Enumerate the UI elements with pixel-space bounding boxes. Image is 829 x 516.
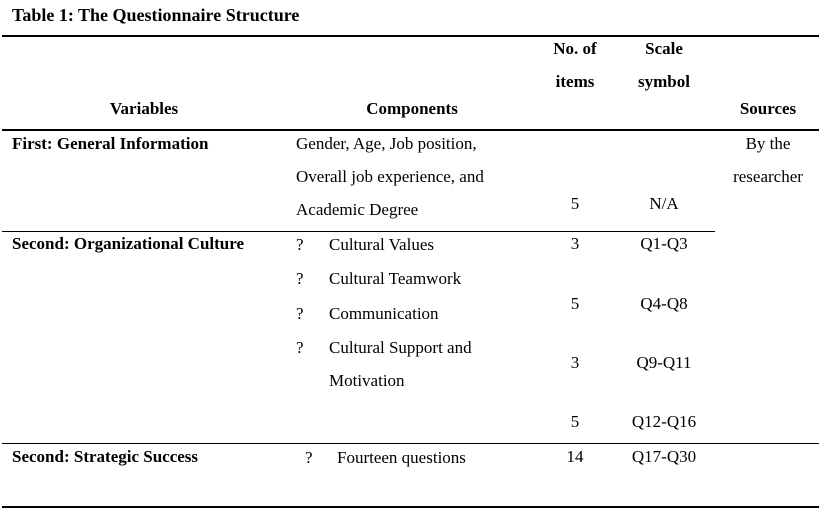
bottom-rule [2, 506, 819, 508]
row2-component-2: Cultural Teamwork [329, 269, 462, 288]
row2-divider-rule [2, 443, 819, 444]
row2-scale-2: Q4-Q8 [640, 294, 688, 313]
row1-divider-rule [2, 231, 715, 232]
row2-component-3: Communication [329, 304, 439, 323]
header-rule [2, 129, 819, 131]
row1-component-line2: Overall job experience, and [296, 167, 484, 186]
row1-variable: First: General Information [12, 134, 209, 153]
row2-items-3: 3 [570, 353, 580, 372]
row2-items-4: 5 [570, 412, 580, 431]
row2-scale-1: Q1-Q3 [640, 234, 688, 253]
header-variables: Variables [109, 99, 179, 118]
row2-bullet-1: ? [296, 235, 304, 254]
row3-scale: Q17-Q30 [631, 447, 697, 466]
row2-bullet-2: ? [296, 269, 304, 288]
header-scale-line1: Scale [645, 39, 683, 58]
row3-items: 14 [566, 447, 584, 466]
row1-items: 5 [570, 194, 580, 213]
header-items-line1: No. of [553, 39, 597, 58]
row2-items-1: 3 [570, 234, 580, 253]
row2-bullet-4: ? [296, 338, 304, 357]
row1-source-line1: By the [745, 134, 791, 153]
row1-source-line2: researcher [733, 167, 803, 186]
row2-bullet-3: ? [296, 304, 304, 323]
header-sources: Sources [739, 99, 797, 118]
row1-component-line3: Academic Degree [296, 200, 419, 219]
header-items-line2: items [555, 72, 595, 91]
row2-scale-4: Q12-Q16 [631, 412, 697, 431]
row3-bullet: ? [305, 448, 313, 467]
row3-component: Fourteen questions [337, 448, 466, 467]
row2-scale-3: Q9-Q11 [636, 353, 692, 372]
row1-scale: N/A [649, 194, 679, 213]
row2-component-4-line1: Cultural Support and [329, 338, 472, 357]
row1-component-line1: Gender, Age, Job position, [296, 134, 477, 153]
top-rule [2, 35, 819, 37]
header-scale-line2: symbol [638, 72, 690, 91]
row2-component-4-line2: Motivation [329, 371, 405, 390]
header-components: Components [366, 99, 458, 118]
row2-items-2: 5 [570, 294, 580, 313]
row3-variable: Second: Strategic Success [12, 447, 199, 466]
row2-component-1: Cultural Values [329, 235, 434, 254]
table-caption: Table 1: The Questionnaire Structure [12, 5, 300, 25]
row2-variable: Second: Organizational Culture [12, 234, 245, 253]
